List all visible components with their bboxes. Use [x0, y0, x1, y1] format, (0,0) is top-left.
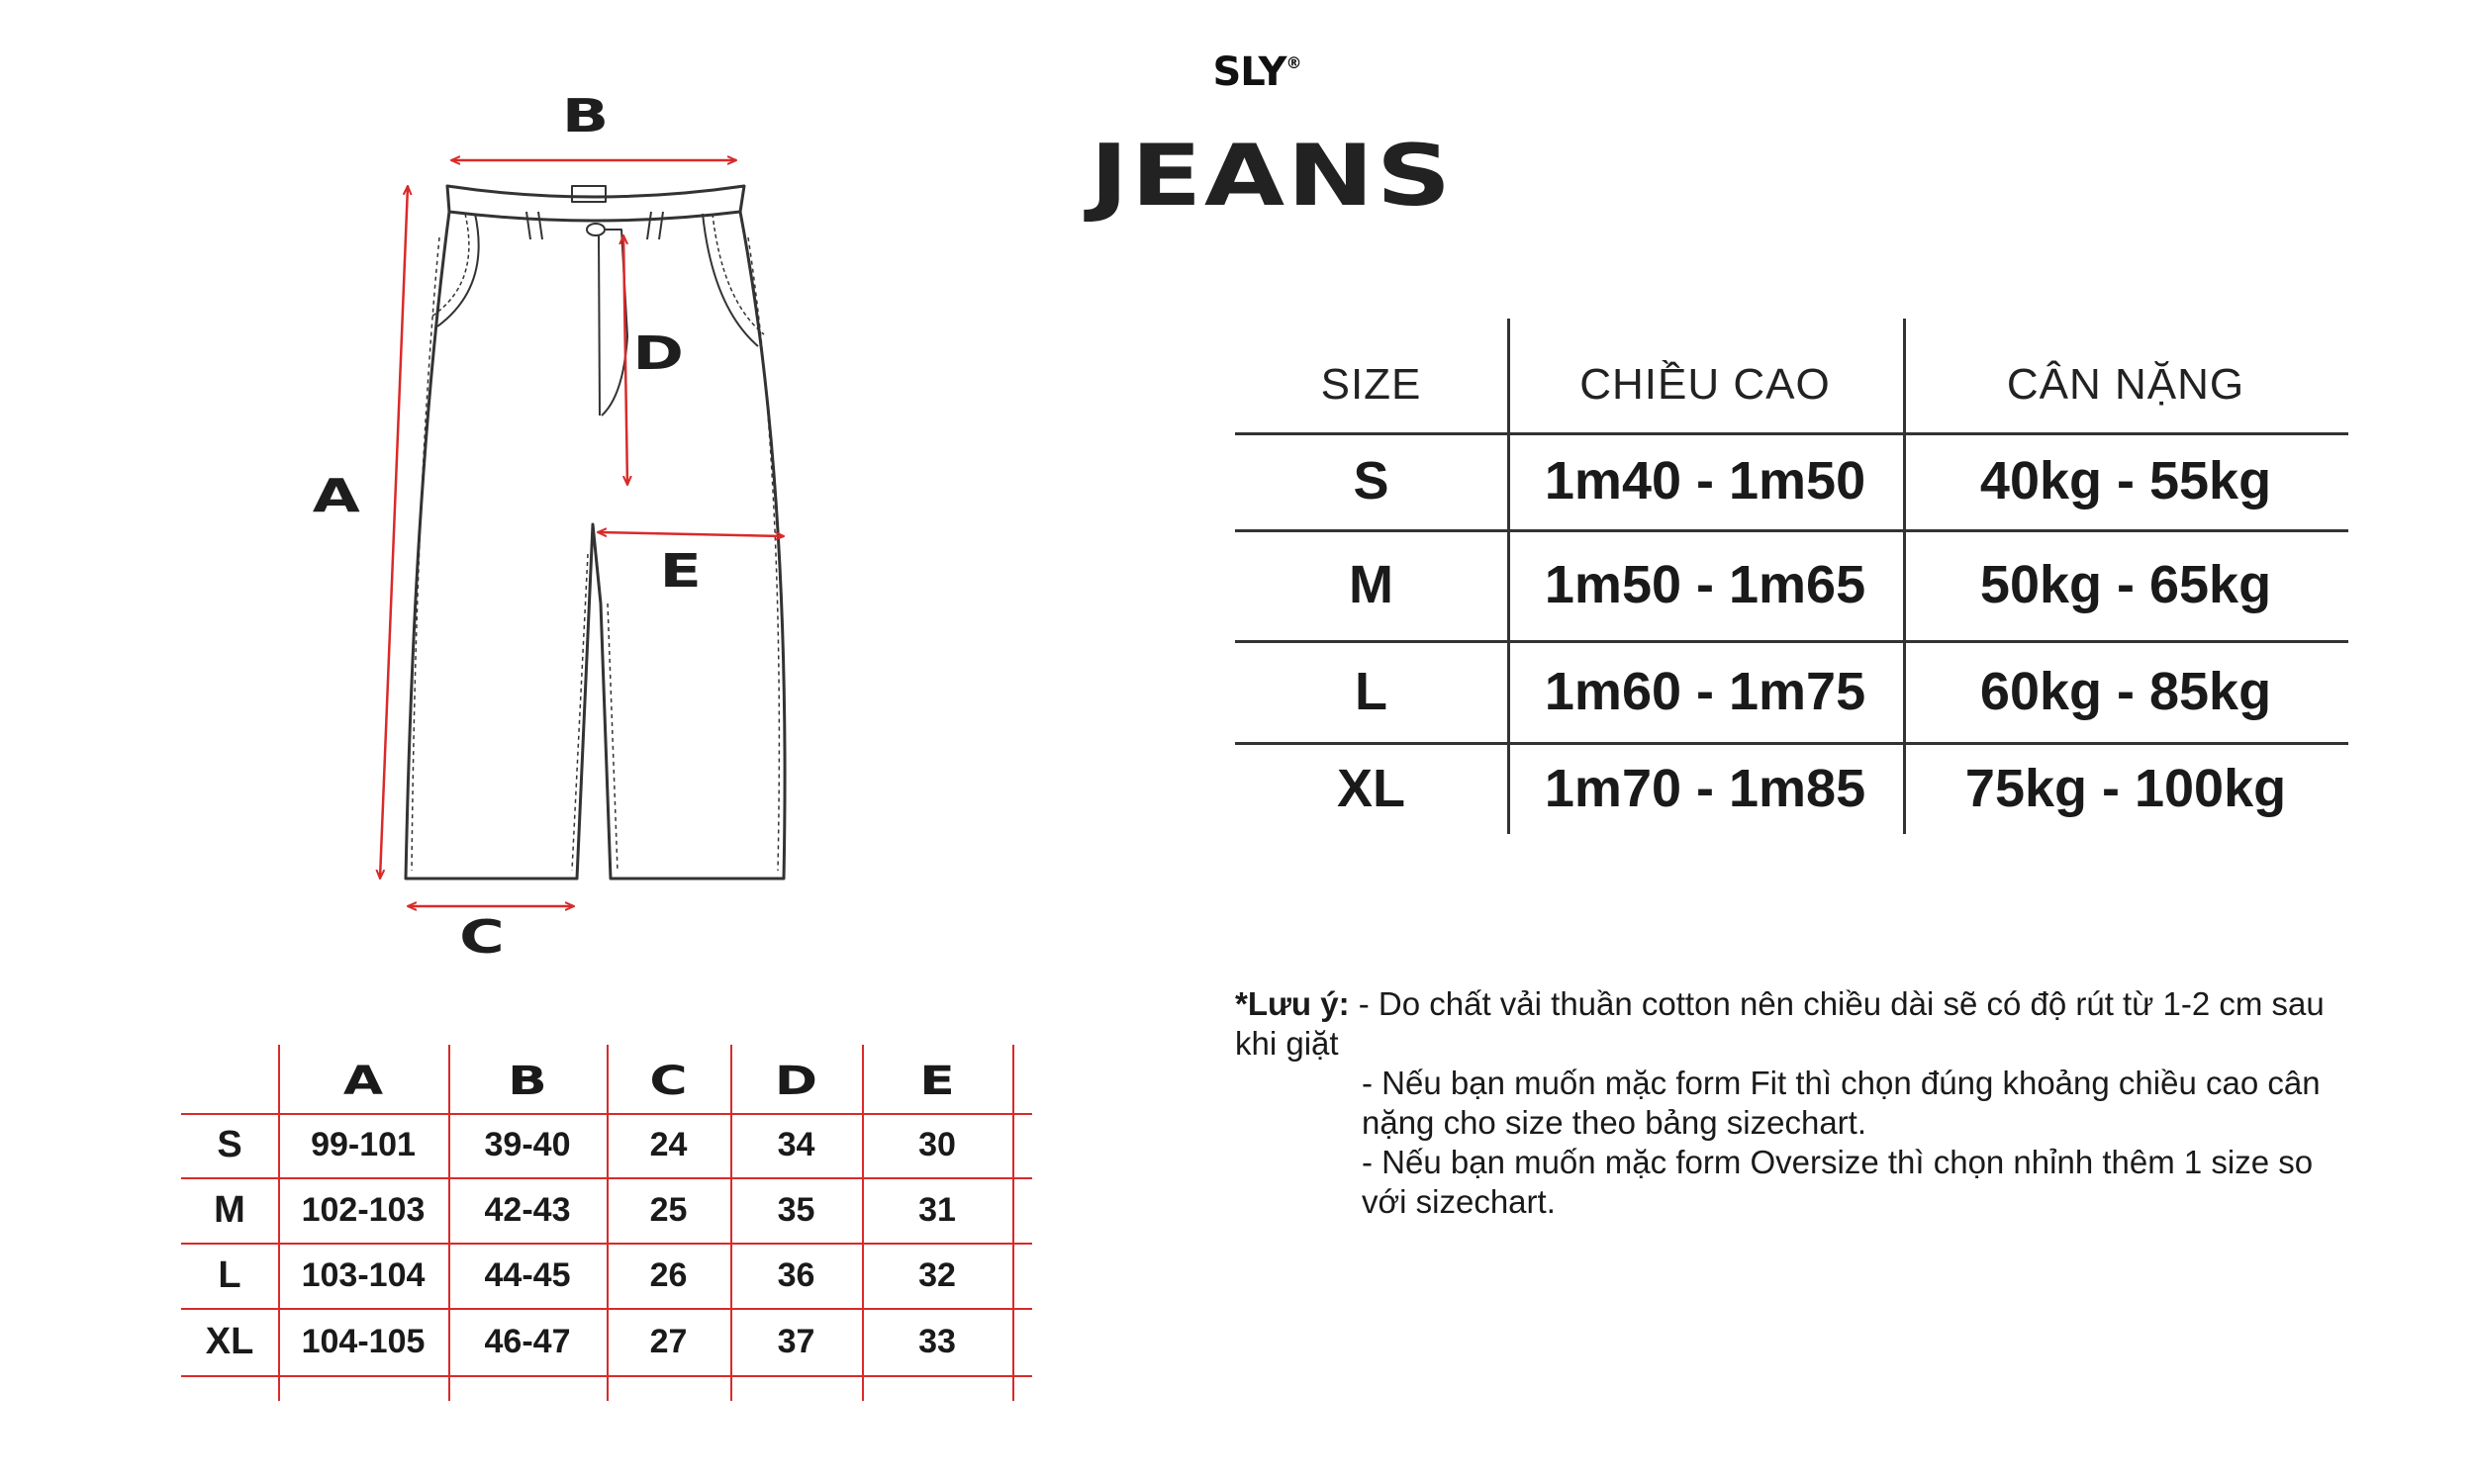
measure-row-size: M: [214, 1188, 245, 1231]
measure-header-cell: B: [508, 1058, 547, 1104]
size-header-cell: SIZE: [1320, 359, 1422, 409]
measure-cell: 104-105: [301, 1322, 426, 1360]
measure-header-cell: A: [342, 1058, 384, 1104]
size-cell: 1m50 - 1m65: [1544, 555, 1866, 614]
label-e: E: [659, 544, 702, 598]
size-row-label: M: [1349, 555, 1393, 614]
label-a: A: [312, 469, 360, 522]
note-text-2: - Nếu bạn muốn mặc form Fit thì chọn đúng khoảng chiều cao cân nặng cho size theo bảng sizechart.: [1362, 1065, 2321, 1141]
note-line-1: [1235, 984, 2343, 1064]
note-line-2: [1235, 1064, 2343, 1143]
product-title: JEANS: [1090, 127, 1454, 226]
label-b: B: [561, 89, 610, 142]
belt-loop-right: [647, 212, 663, 239]
belt-loop-left: [526, 212, 542, 239]
brand-name: SLY: [1212, 49, 1286, 95]
size-cell: 50kg - 65kg: [1979, 555, 2272, 614]
size-cell: 1m40 - 1m50: [1544, 451, 1866, 510]
label-c: C: [459, 910, 505, 964]
label-d: D: [632, 326, 684, 380]
measure-cell: 31: [918, 1190, 956, 1229]
size-row-label: S: [1353, 451, 1389, 510]
measure-cell: 99-101: [311, 1126, 416, 1163]
measure-cell: 102-103: [301, 1190, 426, 1229]
measure-cell: 42-43: [484, 1190, 571, 1229]
size-cell: 1m70 - 1m85: [1544, 758, 1866, 818]
measure-cell: 25: [649, 1190, 688, 1229]
measure-cell: 36: [777, 1255, 815, 1294]
size-header-cell: CÂN NẶNG: [2006, 359, 2245, 409]
note-text-1: - Do chất vải thuần cotton nên chiều dài sẽ có độ rút từ 1-2 cm sau khi giặt: [1235, 985, 2325, 1062]
jeans-illustration: [297, 89, 851, 979]
measure-cell: 32: [918, 1255, 956, 1294]
waistband: [447, 186, 744, 221]
measure-cell: 26: [649, 1255, 688, 1294]
registered-mark: ®: [1285, 53, 1301, 72]
measure-cell: 39-40: [484, 1126, 571, 1163]
measure-row-size: XL: [205, 1320, 254, 1362]
measure-cell: 46-47: [484, 1322, 571, 1360]
measure-cell: 37: [777, 1322, 815, 1360]
note-line-3: [1235, 1143, 2343, 1222]
size-cell: 1m60 - 1m75: [1544, 661, 1866, 721]
note-lead: *Lưu ý:: [1235, 985, 1350, 1022]
fly-seam: [599, 235, 600, 416]
button: [587, 224, 605, 235]
measure-cell: 44-45: [484, 1255, 571, 1294]
measure-line-a: [380, 186, 408, 879]
measure-cell: 24: [649, 1126, 688, 1163]
measure-row-size: L: [218, 1253, 241, 1296]
care-note: [1235, 984, 2343, 1222]
measure-cell: 103-104: [301, 1255, 426, 1294]
measure-cell: 30: [918, 1126, 956, 1163]
brand-logo: [1188, 49, 1326, 95]
measure-header-cell: E: [919, 1058, 955, 1104]
jeans-diagram: [297, 89, 851, 979]
measure-header-cell: D: [774, 1058, 818, 1104]
size-cell: 40kg - 55kg: [1979, 451, 2272, 510]
leg-outline: [406, 212, 785, 879]
measure-cell: 27: [649, 1322, 688, 1360]
pocket-right: [703, 214, 758, 346]
measure-row-size: S: [217, 1124, 242, 1165]
measure-line-e: [598, 532, 784, 536]
size-row-label: L: [1355, 661, 1387, 721]
waist-label: [572, 186, 606, 202]
measure-header-cell: C: [649, 1058, 688, 1104]
size-header-cell: CHIỀU CAO: [1579, 359, 1831, 409]
size-cell: 60kg - 85kg: [1979, 661, 2272, 721]
size-cell: 75kg - 100kg: [1964, 758, 2287, 818]
note-text-3: - Nếu bạn muốn mặc form Oversize thì chọn nhỉnh thêm 1 size so với sizechart.: [1362, 1144, 2314, 1220]
size-row-label: XL: [1336, 758, 1405, 818]
measure-cell: 33: [918, 1322, 956, 1360]
measure-cell: 34: [777, 1126, 815, 1163]
pants-outline: [406, 186, 785, 879]
measure-cell: 35: [777, 1190, 815, 1229]
